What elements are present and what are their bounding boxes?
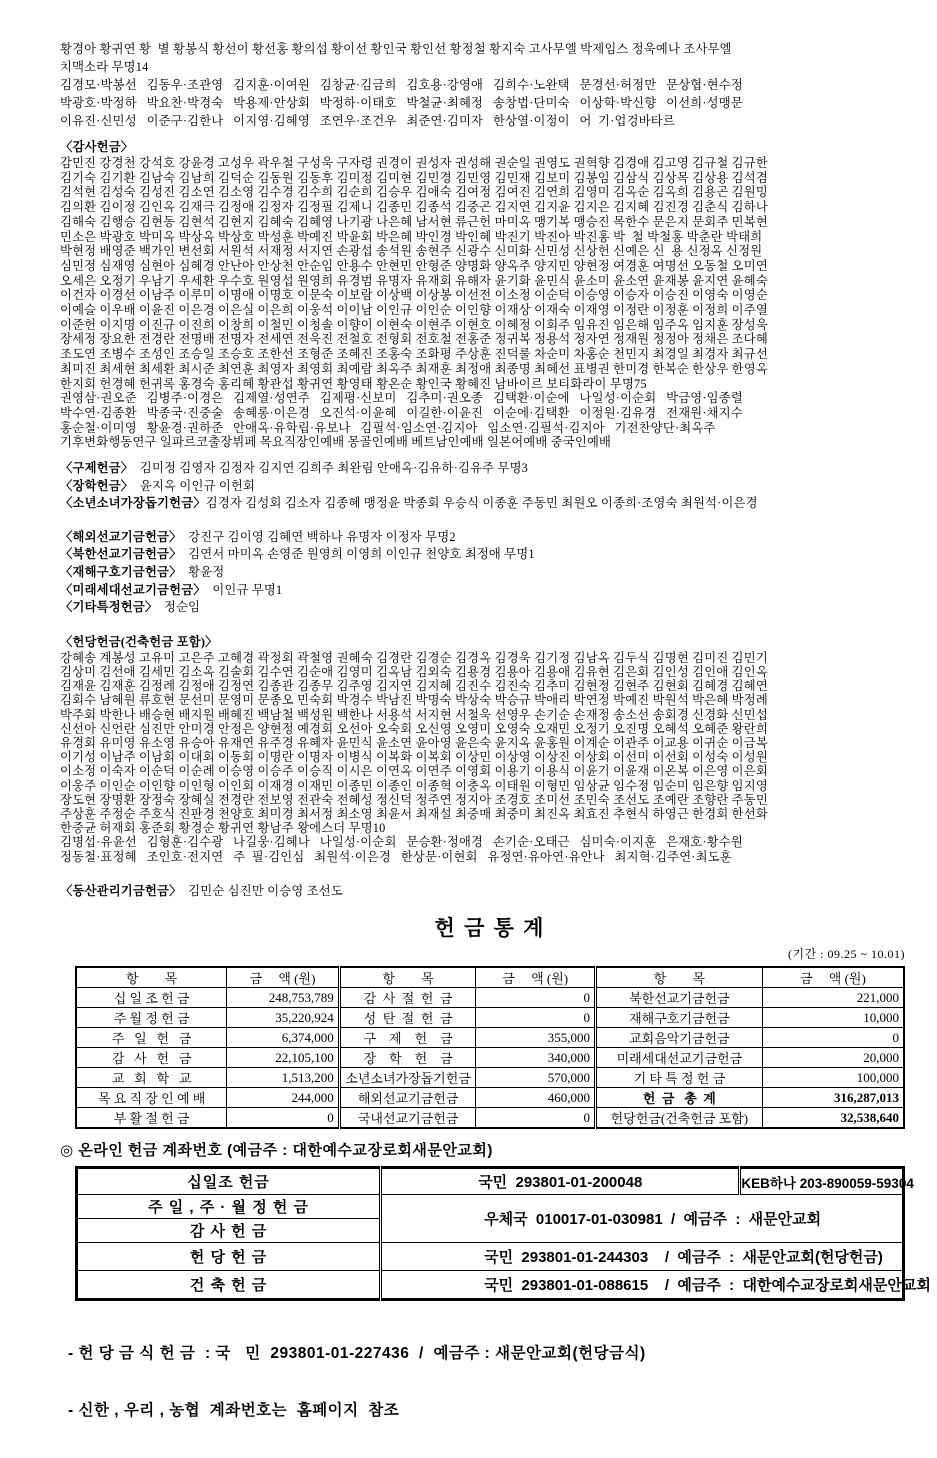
offering-stats-table xyxy=(75,966,905,1129)
donor-names-line: 기후변화행동연구 일파르코출장뷔페 목요직장인예배 몽골인예배 베트남인예배 일본어예배 중국인예배 xyxy=(60,435,612,450)
donor-names-line: 이기성 이남주 이남회 이대회 이동회 이명란 이명자 이병식 이복화 이복회 이상민 이상영 이상진 이상회 이선미 이선회 이성숙 이성원 xyxy=(60,750,768,765)
stats-amount-cell: 0 xyxy=(762,1028,904,1048)
stats-amount-cell: 248,753,789 xyxy=(227,988,340,1008)
table-row xyxy=(77,1271,904,1300)
donor-names-line: 이건자 이경선 이남주 이루미 이명애 이명호 이문숙 이보람 이상백 이상봉 이선전 이소정 이순덕 이승영 이승자 이승진 이영숙 이영순 xyxy=(60,288,768,303)
donor-names-line: 장세정 장요한 전경란 전명배 전명자 전세연 전욱진 전철호 전형회 전호철 전홍준 정귀복 정용석 정자연 정재원 정정아 정채은 조다혜 xyxy=(60,332,768,347)
stats-row xyxy=(76,1048,904,1068)
stats-item-cell: 주 일 헌 금 xyxy=(76,1028,227,1048)
stats-item-cell: 감 사 절 헌 금 xyxy=(339,988,476,1008)
table-row xyxy=(77,1195,904,1219)
stats-header-row xyxy=(76,967,904,988)
names-block-gamsa xyxy=(60,139,905,450)
stats-amount-cell: 35,220,924 xyxy=(227,1008,340,1028)
stats-header xyxy=(75,912,905,962)
section-heading-line: 〈해외선교기금헌금〉 강진구 김이영 김혜연 백하나 유명자 이정자 무명2 xyxy=(60,529,456,544)
donor-names-line: 권영삼·권오준 김병주·이경은 김제열·성연주 김제평·신보미 김추미·권오종 김택환·이순에 나일성·이순회 박금영·임종렬 xyxy=(60,391,743,406)
donor-names-line: 주상훈 주정순 주호식 진판경 천양호 최미경 최서정 최소영 최윤서 최재설 최중매 최중미 최진옥 최효진 추현식 하영근 한경회 한선화 xyxy=(60,807,768,822)
donor-names-line: 박광호·박정하 박요찬·박경숙 박용제·안상회 박정하·이태호 박철균·최혜정 송창법·단미숙 이상학·박신향 이선희·성맹문 xyxy=(60,96,743,110)
donor-names-line: 김석현 김성숙 김성진 김소연 김소영 김수경 김수희 김순희 김승우 김애숙 김여정 김여진 김연희 김영미 김옥순 김옥희 김용곤 김원밍 xyxy=(60,185,768,200)
stats-item-cell: 소년소녀가장돕기헌금 xyxy=(339,1068,476,1088)
donor-names-line: 민소은 박광호 박미옥 박상옥 박상호 박성훈 박예진 박윤회 박은혜 박인경 박인혜 박진기 박진아 박진홍 박 철 박철홍 박춘란 박태희 xyxy=(60,229,763,244)
stats-item-cell: 주 월 정 헌 금 xyxy=(76,1008,227,1028)
names-block-dongsan xyxy=(60,883,905,901)
account-number-heondang: 국민 293801-01-244303 / 예금주 : 새문안교회(헌당헌금) xyxy=(381,1243,904,1271)
account-number-kookmin: 국민 293801-01-200048 xyxy=(381,1168,740,1195)
names-block-sp2 xyxy=(60,529,905,617)
stats-amount-cell: 221,000 xyxy=(762,988,904,1008)
stats-amount-cell: 0 xyxy=(476,1108,596,1129)
table-row xyxy=(77,1168,904,1195)
section-heading-line: 〈소년소녀가장돕기헌금〉김경자 김성회 김소자 김종혜 맹정윤 박종회 우승식 이종훈 주동민 최원오 이종희·조영숙 최원석·이은경 xyxy=(60,496,758,511)
donor-names-line: 김재윤 김재훈 김정례 김정애 김정연 김종관 김종무 김주영 김지연 김지혜 김진수 김진숙 김추미 김현정 김현주 김현회 김혜경 김혜연 xyxy=(60,679,768,694)
donor-names-line: 치맥소라 무명14 xyxy=(60,60,149,74)
donor-names-line: 김회수 남혜원 류호현 문선미 문영미 문종오 민숙회 박경수 박남진 박명숙 박상숙 박승규 박애리 박연정 박예진 박원석 박은혜 박정례 xyxy=(60,693,768,708)
donor-names-line: 정동철·표정혜 조인호·전지연 주 필·김인심 최원석·이은경 한상문·이현회 유정연·유아연·유안나 최지혁·김주연·최도훈 xyxy=(60,849,732,864)
stats-item-cell: 북한선교기금헌금 xyxy=(595,988,762,1008)
section-heading-line: 〈동산관리기금헌금〉 김민순 심진만 이승영 조선도 xyxy=(60,883,343,898)
stats-item-cell: 구 제 헌 금 xyxy=(339,1028,476,1048)
donor-names-line: 이웅주 이인순 이인향 이인형 이인회 이재경 이재민 이종민 이종인 이종혁 이충옥 이태원 이형민 임상균 임수정 임순미 임은향 임지영 xyxy=(60,778,768,793)
names-block-top xyxy=(60,40,905,130)
table-row xyxy=(77,1243,904,1271)
stats-amount-cell: 570,000 xyxy=(476,1068,596,1088)
section-heading-line: 〈구제헌금〉 김미정 김영자 김정자 김지연 김희주 최완림 안애옥·김유하·김유주 무명3 xyxy=(60,461,529,476)
donor-names-line: 신선아 신언란 심진만 안미경 안정은 양현정 예경회 오선아 오숙회 오신영 오영미 오영숙 오재민 오정기 오진명 오혜석 오혜준 왕란희 xyxy=(60,721,768,736)
section-heading-line: 〈재해구호기금헌금〉 황윤정 xyxy=(60,565,225,580)
stats-item-cell: 헌 금 총 계 xyxy=(595,1088,762,1108)
stats-item-cell: 교 회 학 교 xyxy=(76,1068,227,1088)
donor-names-line: 장도현 장명환 장정숙 장혜실 전경란 전보영 전관숙 전혜성 정신덕 정주연 정지아 조경호 조미선 조민숙 조선도 조예란 조향란 주동민 xyxy=(60,792,768,807)
stats-col-header-amount: 금 액 (원) xyxy=(476,967,596,988)
donor-names-line: 이예슬 이우배 이윤진 이은경 이은실 이은희 이웅석 이이남 이인규 이인순 이인향 이재상 이재숙 이재영 이정란 이정훈 이정희 이주열 xyxy=(60,303,768,318)
stats-amount-cell: 20,000 xyxy=(762,1048,904,1068)
section-heading-line: 〈북한선교기금헌금〉 김연서 마미옥 손영준 원영희 이영희 이인규 천양호 최정애 무명1 xyxy=(60,547,535,562)
donor-names-line: 박현정 배영준 백가인 변선회 서원석 서재정 서지연 손광섭 송석원 송현주 신광수 신미화 신민성 신상헌 신예은 신 용 신정옥 신정원 xyxy=(60,244,763,259)
donor-names-line: 김경모·박봉선 김동우·조관영 김지훈·이여원 김창균·김금희 김호용·강영애 김희수·노완택 문경선·허정만 문상협·현수정 xyxy=(60,78,743,92)
donor-names-line: 김기숙 김기환 김남숙 김남희 김덕순 김동원 김동후 김미정 김미현 김민경 김민영 김민재 김보미 김봉임 김삼식 김상목 김상용 김석겸 xyxy=(60,170,768,185)
stats-amount-cell: 316,287,013 xyxy=(762,1088,904,1108)
account-label: 헌 당 헌 금 xyxy=(77,1243,381,1271)
donor-names-line: 김의환 김이정 김인옥 김재극 김정애 김정자 김정필 김제니 김종민 김종석 김중곤 김지연 김지윤 김지은 김지혜 김진경 김춘식 김하나 xyxy=(60,200,768,215)
section-heading-line: 〈감사헌금〉 xyxy=(60,140,134,154)
stats-item-cell: 헌당헌금(건축헌금 포함) xyxy=(595,1108,762,1129)
stats-amount-cell: 10,000 xyxy=(762,1008,904,1028)
names-block-heondang xyxy=(60,633,905,864)
section-heading-line: 〈장학헌금〉 윤지옥 이인규 이헌회 xyxy=(60,478,256,493)
stats-item-cell: 국내선교기금헌금 xyxy=(339,1108,476,1129)
account-label: 감 사 헌 금 xyxy=(77,1219,381,1243)
stats-item-cell: 감 사 헌 금 xyxy=(76,1048,227,1068)
account-notes xyxy=(68,1306,905,1458)
stats-row xyxy=(76,1108,904,1129)
donor-names-line: 한중균 허재회 홍준회 황경순 황귀연 황남주 왕에스더 무명10 xyxy=(60,821,386,836)
names-block-sp1 xyxy=(60,460,905,513)
stats-row xyxy=(76,1028,904,1048)
accounts-table xyxy=(75,1166,931,1301)
stats-amount-cell: 340,000 xyxy=(476,1048,596,1068)
stats-amount-cell: 6,374,000 xyxy=(227,1028,340,1048)
donor-names-line: 김명섭·유윤선 김형훈·김수광 나길웅·김혜나 나일성·이순회 문승환·정애경 손기순·오태근 심미숙·이지훈 은재호·황수원 xyxy=(60,835,743,850)
donor-names-line: 유경회 유미영 유소영 유승아 유재연 유주경 유혜자 윤민식 윤소연 윤아영 윤은숙 윤지옥 윤홍원 이계순 이관주 이교용 이귀순 이금복 xyxy=(60,736,768,751)
donor-names-line: 박수연·김종환 박종국·진중술 송혜롱·이은경 오진석·이윤혜 이길한·이윤진 이순에·김택환 이정원·김유경 전재원·채지수 xyxy=(60,405,743,420)
donor-names-line: 김해숙 김행승 김현동 김현석 김현지 김혜숙 김혜영 나기광 나은혜 남서현 류근헌 마미옥 맹기복 맹승진 목한수 문은지 문회주 민복현 xyxy=(60,214,768,229)
stats-col-header-amount: 금 액 (원) xyxy=(762,967,904,988)
donor-names-line: 이유진·신민성 이준구·김한나 이지영·김혜영 조연우·조건우 최준연·김미자 한상열·이정이 어 기·업겅바타르 xyxy=(60,114,675,128)
section-heading-line: 〈미래세대선교기금헌금〉 이인규 무명1 xyxy=(60,582,283,597)
stats-amount-cell: 0 xyxy=(476,988,596,1008)
donor-names-line: 이준헌 이지명 이진규 이진희 이창희 이철민 이청솔 이향이 이현숙 이현주 이현호 이혜정 이회주 임유진 임은해 임주옥 임지훈 장성욱 xyxy=(60,317,768,332)
account-label: 십일조 헌금 xyxy=(77,1168,381,1195)
stats-row xyxy=(76,988,904,1008)
donor-names-line: 오세은 오정기 우남기 우세환 우수호 원영섭 원영희 유경범 유명자 유재회 유해자 윤기화 윤민식 윤소미 윤소연 윤재봉 윤지연 윤혜숙 xyxy=(60,273,768,288)
stats-amount-cell: 32,538,640 xyxy=(762,1108,904,1129)
account-number-geonchuk: 국민 293801-01-088615 / 예금주 : 대한예수교장로회새문안교회 xyxy=(381,1271,904,1300)
donor-names-line: 감민진 강경천 강석호 강윤경 고성우 곽우철 구성욱 구자령 권경이 권성자 권성해 권순일 권영도 권혁향 김경애 김고영 김규철 김규한 xyxy=(60,156,768,170)
donor-names-line: 심민정 심재영 심현아 심혜경 안난아 안상천 안순임 안용수 안현민 안형준 양명화 양옥주 양지민 양현정 여경훈 여명선 오동철 오미연 xyxy=(60,258,768,273)
account-number-post: 우체국 010017-01-030981 / 예금주 : 새문안교회 xyxy=(381,1195,904,1243)
stats-amount-cell: 0 xyxy=(227,1108,340,1129)
account-number-keb: KEB하나 203-890059-59304 xyxy=(740,1168,904,1195)
donor-names-line: 이소정 이숙자 이순덕 이순례 이승영 이승주 이승직 이시은 이연옥 이연주 이영회 이용기 이용식 이윤기 이윤재 이온복 이은영 이은회 xyxy=(60,764,768,779)
stats-amount-cell: 244,000 xyxy=(227,1088,340,1108)
donor-name-sections xyxy=(60,40,905,900)
stats-item-cell: 십 일 조 헌 금 xyxy=(76,988,227,1008)
stats-amount-cell: 1,513,200 xyxy=(227,1068,340,1088)
stats-amount-cell: 355,000 xyxy=(476,1028,596,1048)
stats-row xyxy=(76,1008,904,1028)
note-line: - 신한 , 우리 , 농협 계좌번호는 홈페이지 참조 xyxy=(68,1402,400,1420)
stats-amount-cell: 0 xyxy=(476,1008,596,1028)
stats-item-cell: 기 타 특 정 헌 금 xyxy=(595,1068,762,1088)
stats-item-cell: 목 요 직 장 인 예 배 xyxy=(76,1088,227,1108)
stats-item-cell: 성 탄 절 헌 금 xyxy=(339,1008,476,1028)
stats-amount-cell: 100,000 xyxy=(762,1068,904,1088)
stats-item-cell: 부 활 절 헌 금 xyxy=(76,1108,227,1129)
online-account-heading: ◎ 온라인 헌금 계좌번호 (예금주 : 대한예수교장로회새문안교회) xyxy=(60,1142,493,1160)
stats-amount-cell: 22,105,100 xyxy=(227,1048,340,1068)
account-label: 주 일 , 주 · 월 정 헌 금 xyxy=(77,1195,381,1219)
section-heading-line: 〈헌당헌금(건축헌금 포함)〉 xyxy=(60,634,218,649)
note-line: - 헌 당 금 식 헌 금 : 국 민 293801-01-227436 / 예금주 : 새문안교회(헌당금식) xyxy=(68,1345,646,1363)
stats-item-cell: 장 학 헌 금 xyxy=(339,1048,476,1068)
stats-item-cell: 재해구호기금헌금 xyxy=(595,1008,762,1028)
stats-item-cell: 미래세대선교기금헌금 xyxy=(595,1048,762,1068)
stats-col-header-item: 항 목 xyxy=(339,967,476,988)
donor-names-line: 박주회 박한나 배승현 배지원 배혜진 백남철 백성원 백한나 서용석 서지현 서철욱 선영우 손기순 손재정 송소선 송회경 신경화 신민섭 xyxy=(60,707,768,722)
stats-period: (기간 : 09.25 ~ 10.01) xyxy=(787,947,905,962)
donor-names-line: 최미진 최세현 최세환 최시준 최연훈 최영자 최영회 최예람 최옥주 최재훈 최정애 최종명 최혜선 표병권 한미경 한복순 한상우 한영옥 xyxy=(60,361,768,376)
stats-title: 헌 금 통 계 xyxy=(434,916,546,941)
donor-names-line: 홍순철·이미영 황윤경·권하준 안애옥·유학립·유보나 김필석·임소연·김지아 임소연·김필석·김지아 기전찬양단·최옥주 xyxy=(60,420,716,435)
stats-amount-cell: 460,000 xyxy=(476,1088,596,1108)
donor-names-line: 김상미 김선애 김세민 김소옥 김술회 김수연 김순애 김영미 김옥남 김외숙 김용경 김용아 김용애 김유현 김은회 김인성 김인애 김인옥 xyxy=(60,665,768,680)
donor-names-line: 조도연 조병수 조성인 조승일 조승호 조한선 조형준 조혜진 조홍숙 조화평 주상훈 진덕룰 차순미 차홍순 천민지 최경일 최경자 최규선 xyxy=(60,347,768,362)
stats-row xyxy=(76,1088,904,1108)
section-heading-line: 〈기타특정헌금〉 정순임 xyxy=(60,600,201,615)
stats-item-cell: 교회음악기금헌금 xyxy=(595,1028,762,1048)
stats-item-cell: 해외선교기금헌금 xyxy=(339,1088,476,1108)
account-label: 건 축 헌 금 xyxy=(77,1271,381,1300)
stats-col-header-item: 항 목 xyxy=(76,967,227,988)
donor-names-line: 한지회 헌경혜 헌귀록 홍경숙 홍리혜 황관섭 황귀연 황영태 황온순 황인국 황혜진 남바이르 보티화라이 무명75 xyxy=(60,376,647,391)
donor-names-line: 강혜송 계봉성 고유미 고은주 고혜경 곽정회 곽철영 권혜숙 김경란 김경순 김경옥 김경욱 김기정 김남옥 김두식 김명현 김미진 김민기 xyxy=(60,650,768,665)
stats-col-header-amount: 금 액 (원) xyxy=(227,967,340,988)
stats-row xyxy=(76,1068,904,1088)
stats-col-header-item: 항 목 xyxy=(595,967,762,988)
donor-names-line: 황경아 황귀연 황 별 황봉식 황선이 황선홍 황의섭 황이선 황인국 황인선 황정철 황지숙 고사무엘 박제임스 정욱예나 조사무엘 xyxy=(60,42,732,56)
